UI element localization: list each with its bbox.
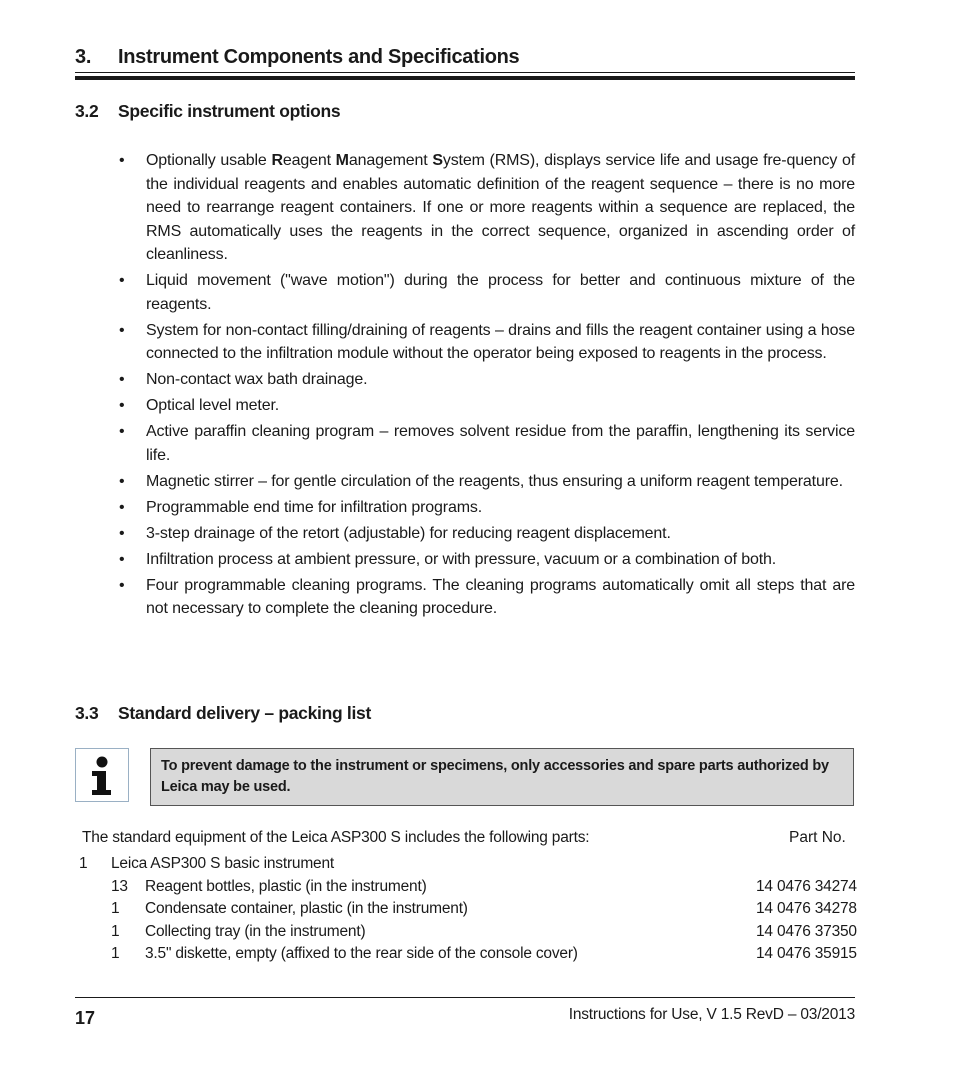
item-description: Condensate container, plastic (in the instrument) [145, 900, 468, 917]
main-item-qty: 1 [79, 855, 88, 872]
item-qty: 13 [111, 878, 128, 895]
bullet-text: eagent [282, 152, 336, 169]
bullet-item [75, 269, 855, 316]
bullet-item [75, 149, 855, 267]
bullet-dot: • [119, 397, 125, 414]
bullet-dot: • [119, 498, 125, 516]
section-heading-3-3 [75, 703, 371, 724]
item-description: Collecting tray (in the instrument) [145, 923, 366, 940]
item-part-number: 14 0476 37350 [756, 923, 857, 940]
header-rule-thin [75, 72, 855, 73]
bullet-text: Infiltration process at ambient pressure, or with pressure, vacuum or a combination of both. [146, 550, 777, 568]
bullet-item [75, 522, 855, 546]
bullet-text: System for non-contact filling/draining of reagents – drains and fills the reagent container using a hose connected to the infiltration module without the operator being exposed to reagents in the process. [146, 321, 855, 362]
item-part-number: 14 0476 35915 [756, 945, 857, 962]
packing-list-intro: The standard equipment of the Leica ASP300 S includes the following parts: [82, 829, 590, 846]
chapter-title: Instrument Components and Specifications [118, 46, 520, 68]
bullet-text: Optionally usable [146, 152, 272, 169]
item-description: Reagent bottles, plastic (in the instrument) [145, 878, 427, 895]
footer-rule [75, 997, 855, 998]
bullet-dot: • [119, 152, 125, 169]
bullet-text: Non-contact wax bath drainage. [146, 371, 368, 388]
item-part-number: 14 0476 34278 [756, 900, 857, 917]
bullet-item [75, 548, 855, 572]
item-description: 3.5" diskette, empty (affixed to the rear side of the console cover) [145, 945, 578, 962]
bullet-dot: • [119, 550, 125, 568]
bullet-item [75, 319, 855, 366]
bullet-dot: • [119, 272, 125, 289]
notice-box [150, 748, 854, 806]
bullet-text-emphasis: S [432, 152, 443, 169]
item-qty: 1 [111, 945, 120, 962]
chapter-number: 3. [75, 46, 92, 68]
options-bullet-list [75, 149, 855, 623]
notice-text: To prevent damage to the instrument or specimens, only accessories and spare parts authorized by Leica may be used. [161, 758, 829, 795]
bullet-dot: • [119, 524, 125, 542]
bullet-text-emphasis: R [271, 152, 283, 169]
bullet-text: Programmable end time for infiltration programs. [146, 498, 483, 516]
bullet-text: Optical level meter. [146, 397, 280, 414]
page-number: 17 [75, 1008, 96, 1028]
section-title: Standard delivery – packing list [118, 703, 371, 723]
bullet-text: 3-step drainage of the retort (adjustable) for reducing reagent displacement. [146, 524, 671, 542]
item-qty: 1 [111, 900, 120, 917]
bullet-item [75, 368, 855, 392]
packing-list-row [0, 900, 954, 922]
packing-list-row [0, 878, 954, 900]
section-title: Specific instrument options [118, 101, 341, 121]
bullet-item [75, 470, 855, 494]
bullet-item [75, 496, 855, 520]
bullet-item [75, 420, 855, 467]
bullet-text: Active paraffin cleaning program – removes solvent residue from the paraffin, lengthening its service life. [146, 423, 855, 464]
item-qty: 1 [111, 923, 120, 940]
bullet-dot: • [119, 423, 125, 440]
bullet-dot: • [119, 371, 125, 388]
section-heading-3-2 [75, 101, 340, 122]
bullet-text-emphasis: M [335, 152, 349, 169]
section-number: 3.3 [75, 703, 99, 723]
item-part-number: 14 0476 34274 [756, 878, 857, 895]
packing-list-row [0, 945, 954, 967]
header-rule-thick [75, 76, 855, 80]
bullet-text: Four programmable cleaning programs. The cleaning programs automatically omit all steps that are not necessary to complete the cleaning procedure. [146, 576, 855, 617]
bullet-item [75, 394, 855, 418]
chapter-heading [75, 46, 855, 69]
part-no-header: Part No. [789, 829, 846, 846]
packing-list-row [0, 923, 954, 945]
bullet-dot: • [119, 576, 125, 594]
bullet-text: ystem (RMS), displays service life and usage fre-quency of the individual reagents and enables automatic definition of the reagent sequence – there is no more need to rearrange reagent containers. If one or more reagents within a sequence are replaced, the RMS automatically uses the reagents in the correct sequence, organized in ascending order of cleanliness. [146, 152, 855, 263]
bullet-dot: • [119, 472, 125, 490]
bullet-item [75, 574, 855, 621]
main-item-name: Leica ASP300 S basic instrument [111, 855, 334, 872]
footer-doc-info: Instructions for Use, V 1.5 RevD – 03/2013 [568, 1006, 855, 1023]
bullet-text: anagement [348, 152, 433, 169]
bullet-dot: • [119, 321, 125, 339]
bullet-text: Magnetic stirrer – for gentle circulation of the reagents, thus ensuring a uniform reagent temperature. [146, 472, 843, 490]
bullet-text: Liquid movement ("wave motion") during the process for better and continuous mixture of the reagents. [146, 272, 855, 313]
info-icon [75, 748, 129, 802]
section-number: 3.2 [75, 101, 99, 121]
